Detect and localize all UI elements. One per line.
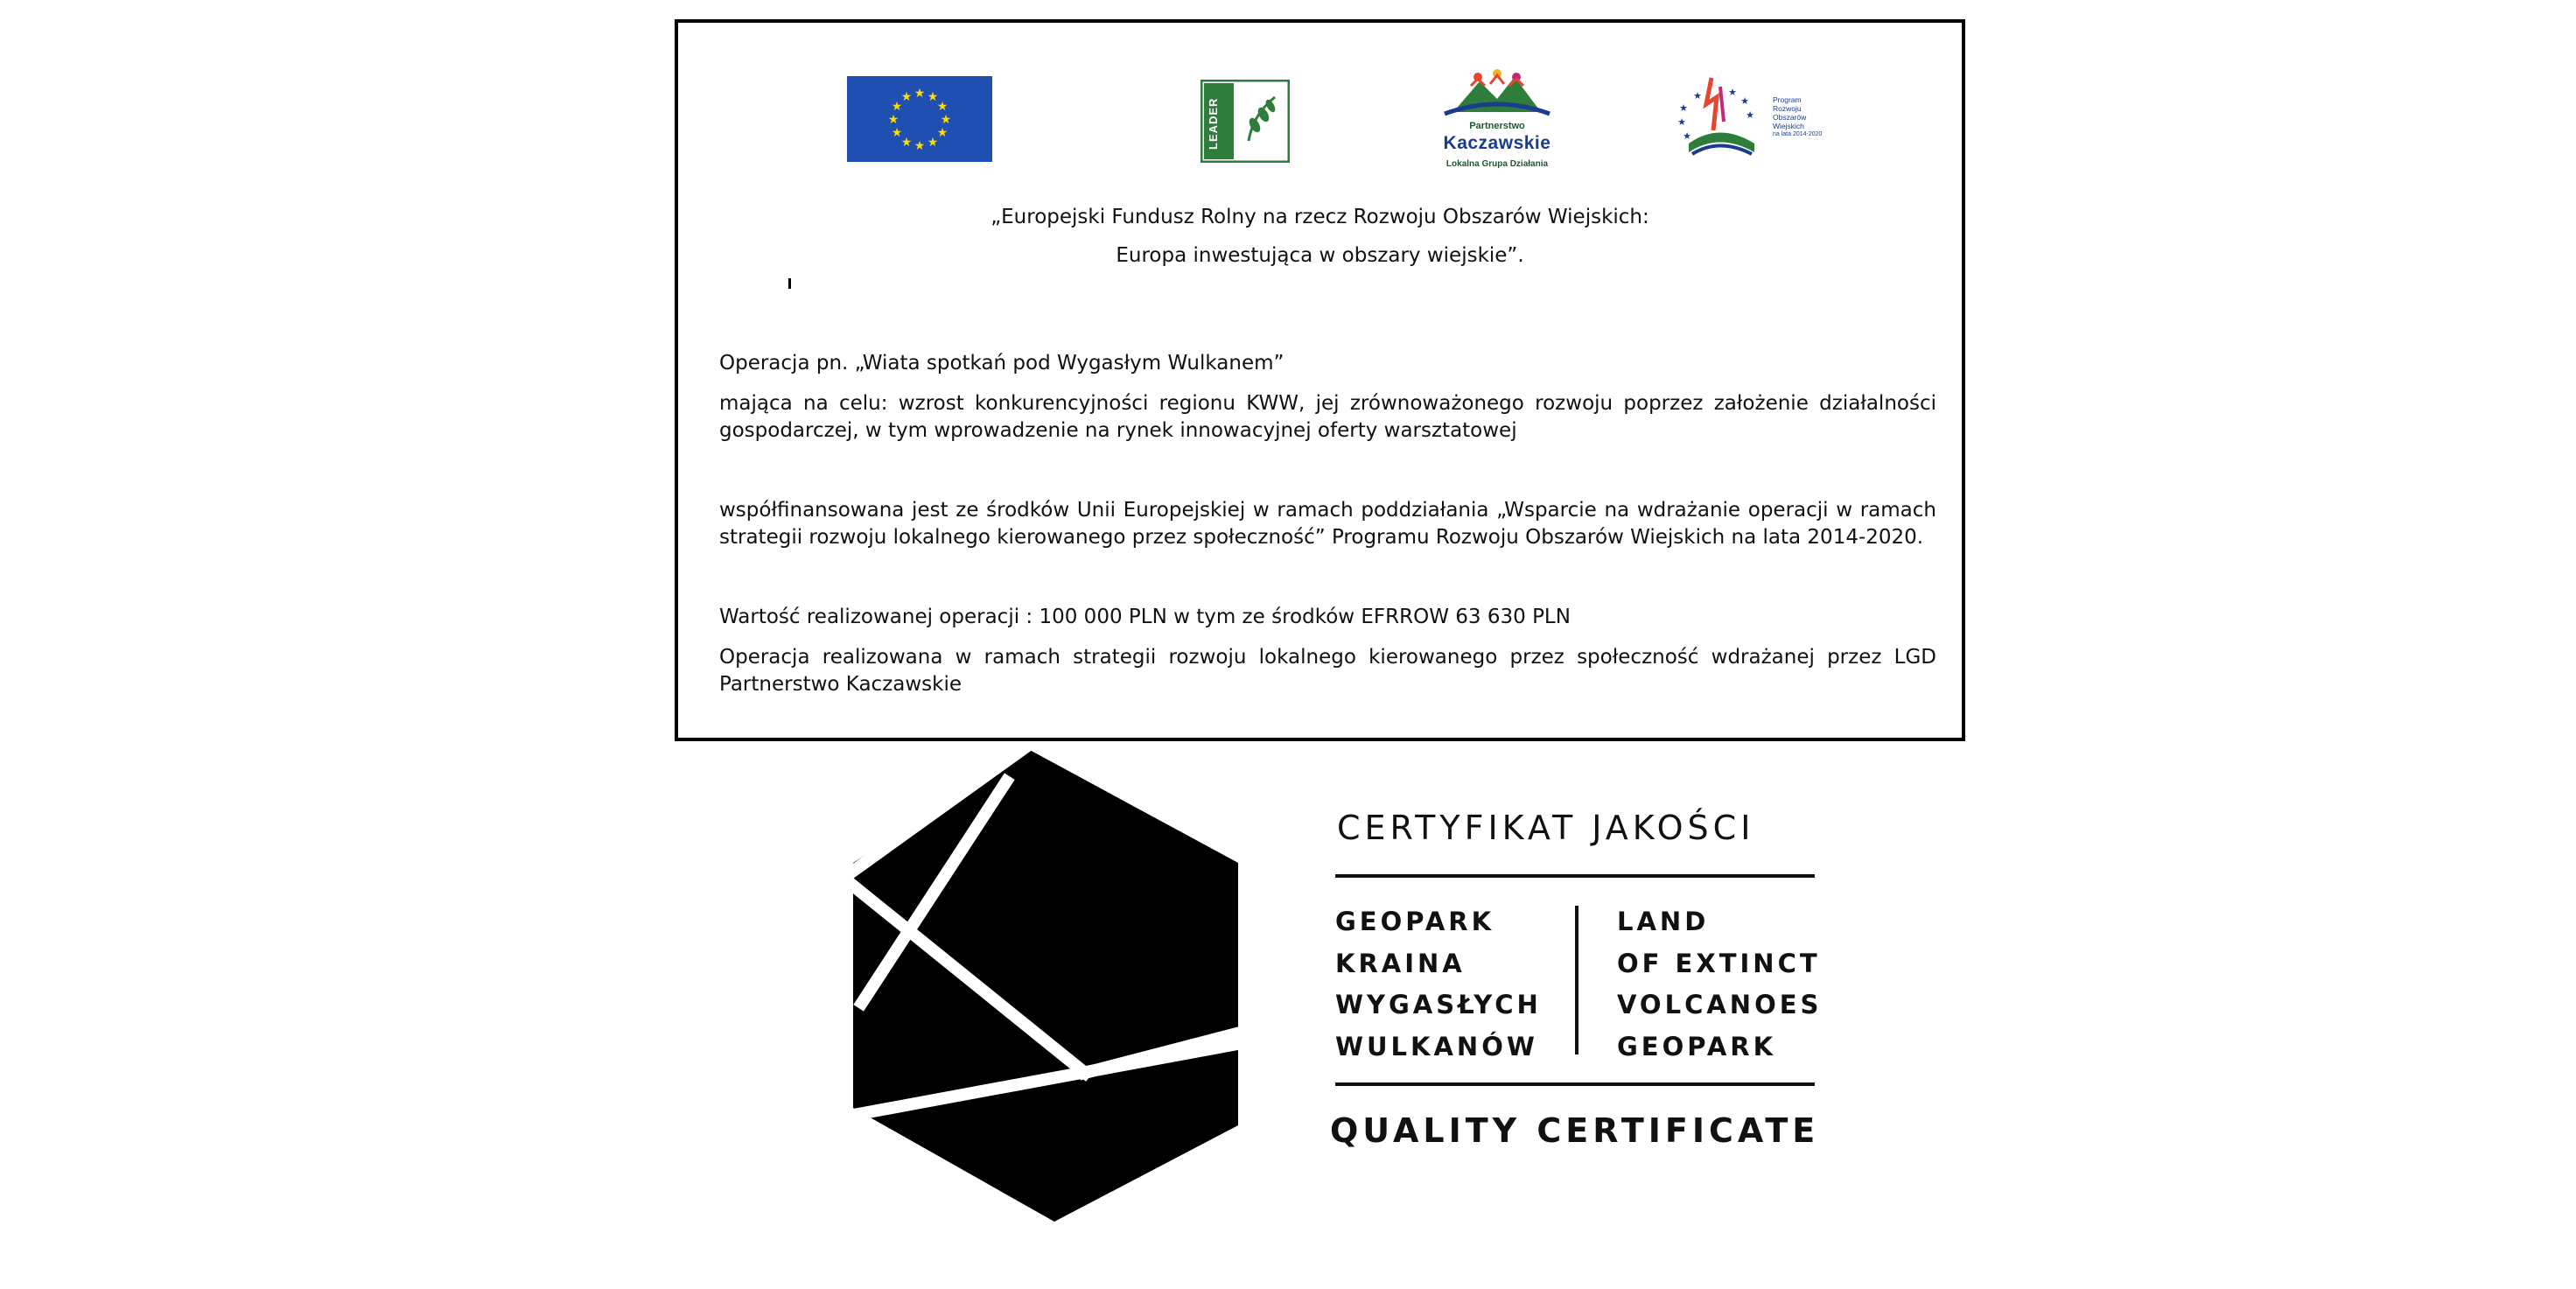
prow-emblem-icon [1671,69,1769,172]
operation-goal: mająca na celu: wzrost konkurencyjności regionu KWW, jej zrównoważonego rozwoju poprzez założenie działalności gospodarczej, w tym wprowadzenie na rynek innowacyjnej oferty warsztatowej [719,392,1936,442]
eu-flag-icon [847,76,992,162]
svg-text:★: ★ [891,126,903,140]
svg-text:★: ★ [887,113,900,127]
svg-text:★: ★ [1746,109,1754,121]
kaczawskie-sub-label: Lokalna Grupa Działania [1446,159,1549,169]
kaczawskie-name-label: Kaczawskie [1443,133,1551,153]
certificate-divider-bottom [1335,1082,1815,1086]
operation-info-board [675,19,1965,741]
prow-caption-line: Obszarów [1773,113,1807,122]
operation-implementation: Operacja realizowana w ramach strategii rozwoju lokalnego kierowanego przez społeczność wdrażanej przez LGD Partnerstwo Kaczawskie [719,646,1936,696]
prow-caption-line: na lata 2014-2020 [1773,131,1823,137]
svg-text:★: ★ [1740,95,1749,107]
svg-text:★: ★ [1679,102,1688,114]
prow-caption-line: Wiejskich [1773,122,1804,130]
svg-text:★: ★ [1728,87,1737,98]
certificate-footer: QUALITY CERTIFICATE [1330,1111,1820,1150]
certificate-title: CERTYFIKAT JAKOŚCI [1337,809,1755,847]
leader-logo [1200,80,1290,163]
kaczawskie-small-label: Partnerstwo [1469,121,1525,131]
certificate-right-line: GEOPARK [1617,1031,1777,1061]
svg-text:★: ★ [914,139,926,153]
svg-text:★: ★ [927,136,939,150]
svg-text:★: ★ [900,90,913,104]
svg-text:★: ★ [940,113,952,127]
partnerstwo-kaczawskie-logo [1427,68,1567,182]
svg-text:★: ★ [900,136,913,150]
svg-text:★: ★ [914,87,926,101]
certificate-right-line: LAND [1617,907,1710,936]
kaczawskie-mountains-icon [1427,68,1567,121]
operation-value: Wartość realizowanej operacji : 100 000 PLN w tym ze środków EFRROW 63 630 PLN [719,606,1571,628]
geopark-hexagon-logo [836,749,1273,1225]
certificate-divider-top [1335,874,1815,878]
svg-text:★: ★ [936,126,948,140]
certificate-divider-vertical [1575,906,1578,1054]
certificate-left-line: WULKANÓW [1335,1031,1538,1061]
certificate-left-line: GEOPARK [1335,907,1495,936]
certificate-right-line: OF EXTINCT [1617,948,1821,978]
certificate-left-line: KRAINA [1335,948,1466,978]
svg-text:★: ★ [891,100,903,114]
svg-text:★: ★ [927,90,939,104]
efrrow-motto [678,198,1962,275]
motto-line-2: Europa inwestująca w obszary wiejskie”. [1116,244,1524,267]
geopark-hexagon-icon [836,749,1273,1222]
svg-text:★: ★ [1683,130,1691,142]
operation-cofinancing: współfinansowana jest ze środków Unii Europejskiej w ramach poddziałania „Wsparcie na wdrażanie operacji w ramach strategii rozwoju lokalnego kierowanego przez społeczność” Programu Rozwoju Obszarów Wiejskich na lata 2014-2020. [719,499,1936,549]
prow-program-logo [1671,69,1822,172]
certificate-polish-name [1335,901,1542,1068]
certificate-left-line: WYGASŁYCH [1335,990,1542,1019]
svg-text:★: ★ [1693,90,1702,102]
svg-text:★: ★ [1677,116,1686,128]
prow-caption-line: Program [1773,95,1802,104]
operation-title: Operacja pn. „Wiata spotkań pod Wygasłym Wulkanem” [719,352,1284,375]
prow-caption-line: Rozwoju [1773,104,1802,113]
prow-caption [1773,95,1825,139]
svg-text:★: ★ [936,100,948,114]
certificate-english-name [1617,901,1822,1068]
stray-mark [788,278,791,289]
leader-logo-text: LEADER [1207,97,1220,150]
motto-line-1: „Europejski Fundusz Rolny na rzecz Rozwoju Obszarów Wiejskich: [990,206,1649,228]
certificate-right-line: VOLCANOES [1617,990,1823,1019]
